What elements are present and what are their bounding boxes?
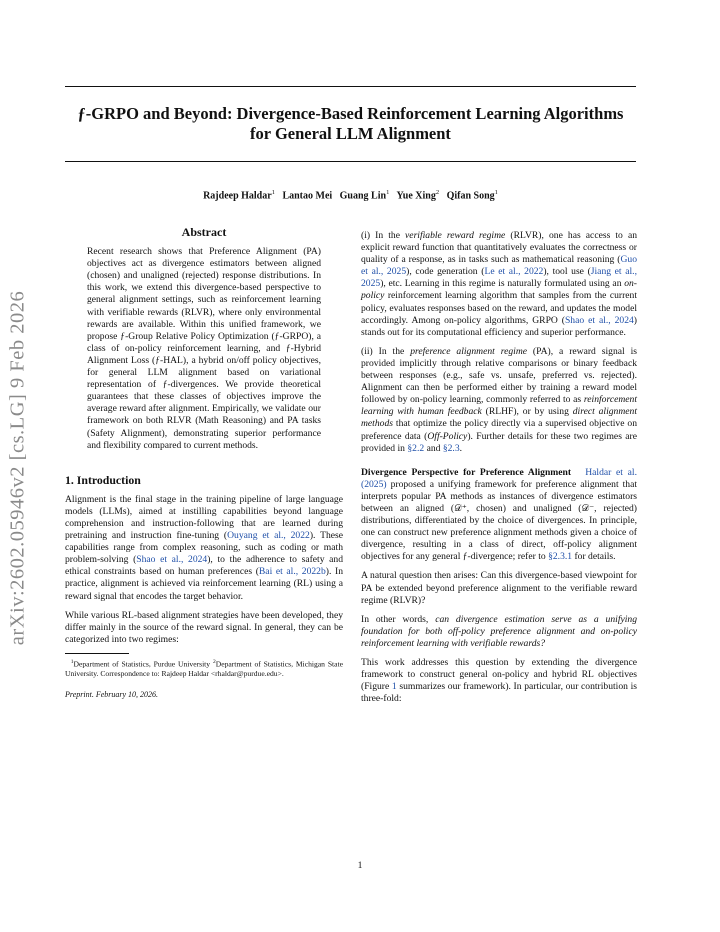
- abstract-heading: Abstract: [181, 225, 227, 239]
- emphasis: direct alignment methods: [361, 406, 637, 430]
- text-span: (ii) In the: [361, 345, 411, 357]
- text-span: Department of Statistics, Purdue University: [73, 659, 213, 669]
- text-span: that optimize the policy directly via a supervised objective on preference data (: [361, 418, 637, 442]
- citation-link[interactable]: Ouyang et al., 2022: [227, 530, 310, 542]
- contribution-paragraph: [361, 657, 637, 705]
- left-column: [65, 226, 343, 701]
- section-link[interactable]: §2.3.1: [548, 551, 573, 563]
- intro-paragraph: While various RL-based alignment strategies have been developed, they differ mainly in the source of the reward signal. In general, they can be categorized into two regimes:: [65, 609, 343, 645]
- intro-paragraph: [65, 494, 343, 603]
- text-span: .: [459, 442, 463, 454]
- author: Qifan Song: [446, 190, 495, 202]
- footnote-mark: 2: [212, 658, 216, 665]
- author: Guang Lin: [339, 190, 387, 202]
- text-span: ), etc. Learning in this regime is naturally formulated using an: [380, 278, 625, 290]
- citation-link[interactable]: Guo et al., 2025: [361, 254, 637, 278]
- citation-link[interactable]: Jiang et al., 2025: [361, 266, 637, 290]
- text-span: (RLHF), or by using: [481, 406, 573, 418]
- text-span: proposed a unifying framework for preference alignment that interprets popular PA methods as instances of divergence estimators between an aligned (𝒟⁺, chosen) and unaligned (𝒟⁻, rejected) distributions, differentiated by the choice of divergences. In principle, one can construct new preference alignment methods given a choice of divergence, resulting in a class of direct, off-policy alignment objectives for any general ƒ-divergence; refer to: [361, 478, 637, 563]
- citation-link[interactable]: Shao et al., 2024: [564, 314, 634, 326]
- research-question-paragraph: [361, 614, 637, 650]
- abstract-body: Recent research shows that Preference Alignment (PA) objectives act as divergence estimators between aligned (chosen) and unaligned (rejected) response distributions. In this work, we extend this divergence-based perspective to general alignment settings, such as reinforcement learning with verifiable rewards (RLVR), where only environmental rewards are available. Within this unified framework, we propose ƒ-Group Relative Policy Optimization (ƒ-GRPO), a class of on-policy reinforcement learning, and ƒ-Hybrid Alignment Loss (ƒ-HAL), a hybrid on/off policy objectives, for general LLM alignment based on variational representation of ƒ-divergences. We provide theoretical guarantees that these classes of objectives improve the average reward after alignment. Empirically, we validate our framework on both RLVR (Math Reasoning) and PA tasks (Safety Alignment), demonstrating superior performance and flexibility compared to current methods.: [87, 246, 321, 451]
- author-affiliation: 1: [386, 189, 390, 196]
- pa-paragraph: [361, 346, 637, 455]
- preprint-date: Preprint. February 10, 2026.: [65, 689, 159, 699]
- text-span: ) stands out for its computational efficiency and superior performance.: [361, 314, 637, 338]
- emphasis: Off-Policy: [427, 430, 468, 442]
- text-span: ), tool use (: [543, 266, 591, 278]
- emphasis: on-policy: [361, 278, 637, 302]
- question-paragraph: A natural question then arises: Can this divergence-based viewpoint for PA be extended beyond preference alignment to the verifiable reward regime (RLVR)?: [361, 570, 637, 606]
- text-span: This work addresses this question by extending the divergence framework to construct general on-policy and hybrid RL objectives (Figure: [361, 657, 637, 693]
- text-span: ), to the adherence to safety and ethical constraints based on human preferences (: [65, 554, 343, 578]
- citation-link[interactable]: Le et al., 2022: [484, 266, 544, 278]
- text-span: reinforcement learning algorithm that samples from the current policy, evaluates responses based on the reward, and updates the model accordingly. Among on-policy algorithms, GRPO (: [361, 290, 637, 326]
- author-list: [65, 186, 636, 203]
- text-span: ). Further details for these two regimes are provided in: [361, 430, 637, 454]
- section-link[interactable]: §2.3: [442, 442, 460, 454]
- rlvr-paragraph: [361, 230, 637, 339]
- title-rule-top: [65, 86, 636, 87]
- author: Lantao Mei: [282, 190, 333, 202]
- paper-title: ƒ-GRPO and Beyond: Divergence-Based Reinforcement Learning Algorithms for General LLM Alignment: [77, 104, 624, 143]
- text-span: (RLVR), one has access to an explicit reward function that quantitatively evaluates the correctness or quality of a response, as in tasks such as mathematical reasoning (: [361, 230, 637, 266]
- text-span: ), code generation (: [406, 266, 485, 278]
- emphasis: can divergence estimation serve as a unifying foundation for both off-policy preference alignment and on-policy reinforcement learning with verifiable rewards?: [361, 613, 638, 649]
- text-span: (i) In the: [361, 230, 406, 241]
- emphasis: preference alignment regime: [410, 345, 528, 357]
- citation-link[interactable]: Haldar et al. (2025): [361, 466, 637, 490]
- text-span: In other words,: [361, 613, 436, 625]
- section-heading-introduction: 1. Introduction: [65, 472, 141, 487]
- emphasis: verifiable reward regime: [405, 230, 506, 241]
- author: Rajdeep Haldar: [203, 190, 272, 202]
- author-affiliation: 1: [271, 189, 275, 196]
- text-span: ). These capabilities range from complex reasoning, such as coding or math problem-solving (: [65, 530, 343, 566]
- text-span: Department of Statistics, Michigan State University. Correspondence to: Rajdeep Haldar <rhaldar@purdue.edu>.: [65, 659, 344, 679]
- text-span: summarizes our framework). In particular, our contribution is three-fold:: [361, 681, 637, 705]
- section-link[interactable]: §2.2: [407, 442, 425, 454]
- footnote-mark: 1: [70, 658, 74, 665]
- arxiv-identifier-stamp: arXiv:2602.05946v2 [cs.LG] 9 Feb 2026: [6, 290, 29, 646]
- author: Yue Xing: [396, 190, 436, 202]
- text-span: Alignment is the final stage in the training pipeline of large language models (LLMs), aimed at instilling capabilities beyond language comprehension and instruction-following that are learned during pretraining and instruction fine-tuning (: [65, 493, 343, 542]
- divergence-paragraph: [361, 467, 637, 564]
- footnote-rule: [65, 653, 129, 654]
- footnote-affiliations: [65, 658, 343, 679]
- author-affiliation: 1: [494, 189, 498, 196]
- paragraph-heading: Divergence Perspective for Preference Alignment: [361, 466, 572, 478]
- right-column: [361, 230, 637, 712]
- text-span: and: [424, 442, 443, 454]
- citation-link[interactable]: Bai et al., 2022b: [258, 566, 326, 578]
- text-span: for details.: [572, 551, 616, 563]
- text-span: (PA), a reward signal is provided implicitly through relative comparisons or binary feedback between responses (e.g., safe vs. unsafe, preferred vs. rejected). Alignment can then be performed either by training a reward model followed by on-policy learning, commonly referred to as: [361, 345, 637, 406]
- emphasis: reinforcement learning with human feedback: [361, 394, 637, 418]
- author-affiliation: 2: [435, 189, 440, 196]
- citation-link[interactable]: Shao et al., 2024: [136, 554, 208, 566]
- figure-link[interactable]: 1: [391, 681, 397, 693]
- page-number: 1: [357, 860, 363, 871]
- title-rule-bottom: [65, 161, 636, 162]
- text-span: ). In practice, alignment is achieved via reinforcement learning (RL) using a reward signal that encodes the target behavior.: [65, 566, 343, 602]
